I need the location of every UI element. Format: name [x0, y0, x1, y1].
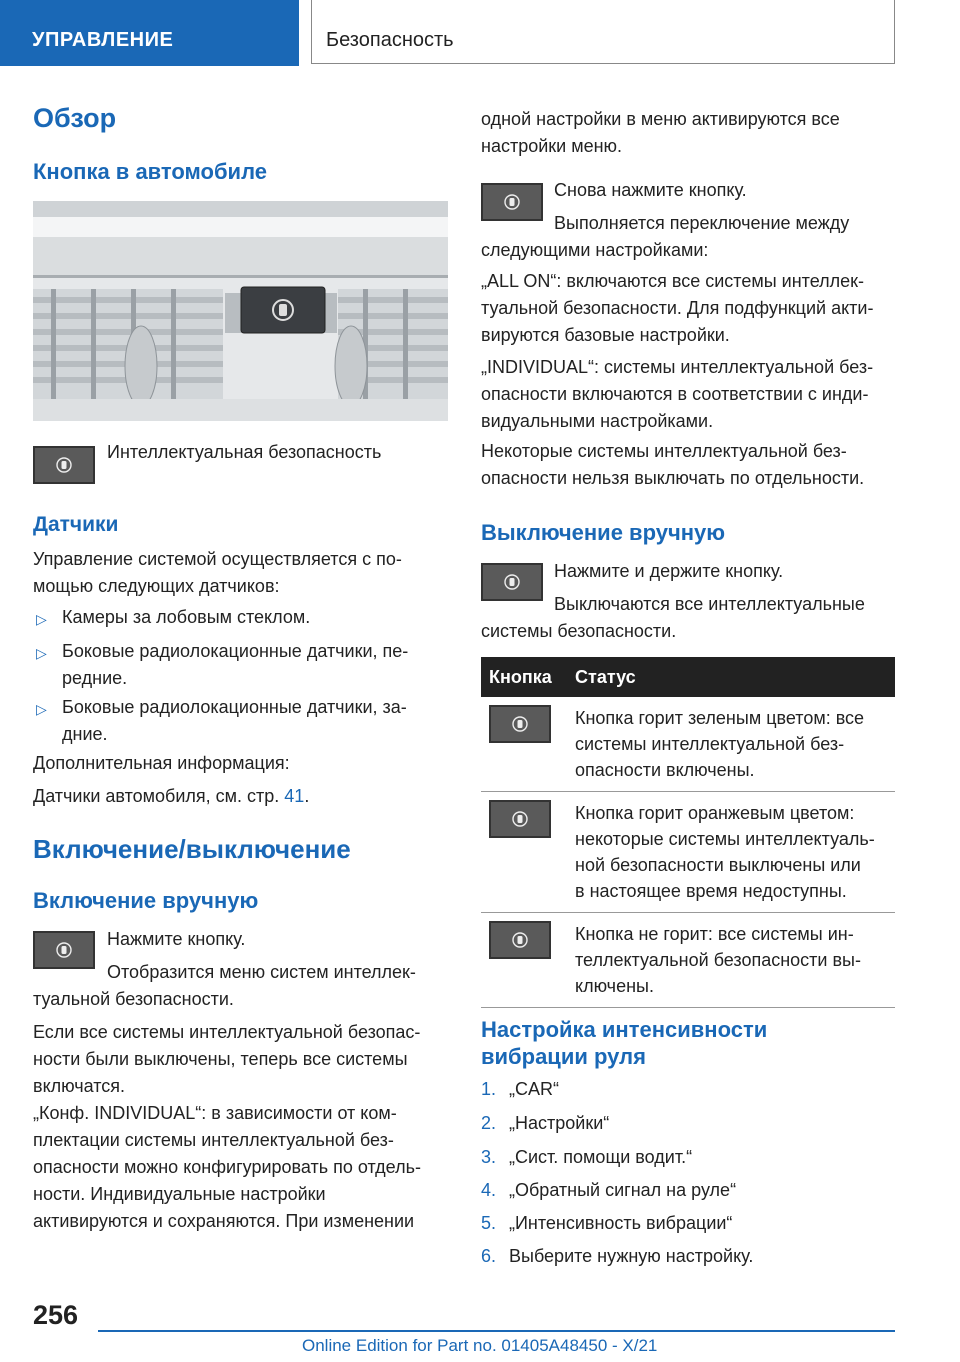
heading-vibration-line2: вибрации руля: [481, 1044, 646, 1069]
column-header-status: Статус: [567, 657, 895, 697]
status-cell: Кнопка горит оранжевым цветом: некоторые системы интеллектуаль- ной безопасности выключены или в настоящее время недоступны.: [567, 792, 895, 913]
section-tab: УПРАВЛЕНИЕ: [0, 0, 299, 66]
para-conf-line3: опасности можно конфигурировать по отдель-: [33, 1157, 421, 1177]
bullet-item: Боковые радиолокационные датчики, за-: [62, 697, 407, 717]
step-text: „Сист. помощи водит.“: [509, 1147, 693, 1167]
column-header-button: Кнопка: [481, 657, 567, 697]
car-shield-icon: [489, 705, 551, 743]
step-number: 1.: [481, 1079, 497, 1099]
some-systems-line1: Некоторые системы интеллектуальной без-: [481, 441, 847, 461]
off-line2: системы безопасности.: [481, 621, 677, 641]
step-text: „Интенсивность вибрации“: [509, 1213, 733, 1233]
car-shield-icon: [481, 563, 543, 601]
topic-title: Безопасность: [311, 0, 895, 64]
manual-on-menu-line1: Отобразится меню систем интеллек-: [107, 962, 416, 982]
cont-line2: настройки меню.: [481, 136, 623, 156]
step-number: 3.: [481, 1147, 497, 1167]
status-table: [481, 657, 895, 1008]
step-number: 6.: [481, 1246, 497, 1266]
bullet-item-cont: редние.: [62, 668, 128, 688]
triangle-right-icon: ▷: [36, 645, 47, 661]
all-on-line2: туальной безопасности. Для подфункций акти-: [481, 298, 874, 318]
step-number: 4.: [481, 1180, 497, 1200]
step-text: „Настройки“: [509, 1113, 610, 1133]
table-row: [481, 792, 895, 913]
para-off-line3: включатся.: [33, 1076, 126, 1096]
page-number: 256: [33, 1300, 79, 1330]
individual-line2: опасности включаются в соответствии с инди-: [481, 384, 869, 404]
heading-on-off: Включение/выключение: [33, 834, 351, 864]
all-on-line1: „ALL ON“: включаются все системы интеллек-: [481, 271, 865, 291]
car-button-photo: [33, 201, 448, 421]
some-systems-line2: опасности нельзя выключать по отдельности.: [481, 468, 865, 488]
switch-line2: следующими настройками:: [481, 240, 709, 260]
car-shield-icon: [489, 800, 551, 838]
sensors-intro-line2: мощью следующих датчиков:: [33, 576, 280, 596]
car-shield-icon: [481, 183, 543, 221]
para-off-line1: Если все системы интеллектуальной безопас-: [33, 1022, 421, 1042]
all-on-line3: вируются базовые настройки.: [481, 325, 730, 345]
sensors-ref-text: Датчики автомобиля, см. стр.: [33, 786, 280, 806]
para-conf-line5: активируются и сохраняются. При изменении: [33, 1211, 415, 1231]
step-text: „Обратный сигнал на руле“: [509, 1180, 737, 1200]
table-row: [481, 913, 895, 1008]
para-conf-line4: ности. Индивидуальные настройки: [33, 1184, 326, 1204]
para-conf-line2: плектации системы интеллектуальной без-: [33, 1130, 394, 1150]
heading-overview: Обзор: [33, 103, 117, 133]
hold-press: Нажмите и держите кнопку.: [554, 561, 784, 581]
footer-edition: Online Edition for Part no. 01405A48450 - X/21: [302, 1336, 658, 1355]
car-shield-icon: [33, 446, 95, 484]
step-text: Выберите нужную настройку.: [509, 1246, 754, 1266]
bullet-item-cont: дние.: [62, 724, 108, 744]
manual-on-menu-line2: туальной безопасности.: [33, 989, 234, 1009]
sensors-reference: [33, 783, 309, 810]
page-link[interactable]: 41: [284, 786, 305, 806]
cont-line1: одной настройки в меню активируются все: [481, 109, 840, 129]
car-shield-icon: [489, 921, 551, 959]
para-conf-line1: „Конф. INDIVIDUAL“: в зависимости от ком-: [33, 1103, 397, 1123]
sensors-intro-line1: Управление системой осуществляется с по-: [33, 549, 402, 569]
footer-divider: [98, 1330, 895, 1332]
heading-button-in-car: Кнопка в автомобиле: [33, 159, 267, 184]
step-text: „CAR“: [509, 1079, 559, 1099]
heading-sensors: Датчики: [33, 513, 119, 536]
sensors-ref-end: .: [304, 786, 310, 806]
heading-manual-off: Выключение вручную: [481, 520, 726, 545]
off-line1: Выключаются все интеллектуальные: [554, 594, 865, 614]
bullet-item: Боковые радиолокационные датчики, пе-: [62, 641, 409, 661]
heading-vibration-line1: Настройка интенсивности: [481, 1017, 768, 1042]
step-number: 5.: [481, 1213, 497, 1233]
switch-line1: Выполняется переключение между: [554, 213, 850, 233]
triangle-right-icon: ▷: [36, 701, 47, 717]
bullet-item: Камеры за лобовым стеклом.: [62, 607, 311, 627]
manual-on-press: Нажмите кнопку.: [107, 929, 246, 949]
individual-line1: „INDIVIDUAL“: системы интеллектуальной без-: [481, 357, 874, 377]
status-cell: Кнопка горит зеленым цветом: все системы интеллектуальной без- опасности включены.: [567, 697, 895, 792]
caption-intelligent-safety: Интеллектуальная безопасность: [107, 442, 382, 462]
car-shield-icon: [33, 931, 95, 969]
status-cell: Кнопка не горит: все системы ин- теллектуальной безопасности вы- ключены.: [567, 913, 895, 1008]
para-off-line2: ности были выключены, теперь все системы: [33, 1049, 408, 1069]
table-row: [481, 697, 895, 792]
heading-manual-on: Включение вручную: [33, 888, 259, 913]
extra-info-label: Дополнительная информация:: [33, 753, 290, 773]
step-number: 2.: [481, 1113, 497, 1133]
triangle-right-icon: ▷: [36, 611, 47, 627]
individual-line3: видуальными настройками.: [481, 411, 714, 431]
again-press: Снова нажмите кнопку.: [554, 180, 747, 200]
